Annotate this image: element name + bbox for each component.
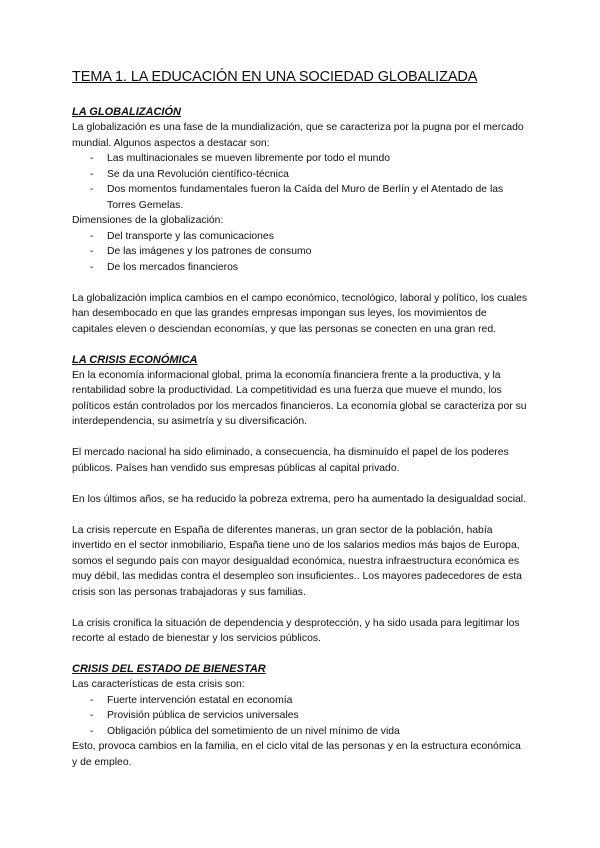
list-item: - De los mercados financieros xyxy=(72,260,528,276)
paragraph: La crisis repercute en España de diferentes maneras, un gran sector de la población, había invertido en el sector inmobiliario, España tiene uno de los salarios medios más bajos de Europa, somos el segundo país con mayor desigualdad económica, nuestra infraestructura económica es muy débil, las medidas contra el desempleo son insuficientes.. Los mayores padecedores de esta crisis son las personas trabajadoras y sus familias. xyxy=(72,524,522,598)
aspects-list xyxy=(72,151,528,213)
paragraph: Esto, provoca cambios en la familia, en el ciclo vital de las personas y en la estructura económica y de empleo. xyxy=(72,741,521,768)
section-heading-bienestar: CRISIS DEL ESTADO DE BIENESTAR xyxy=(72,663,266,675)
list-item: - Fuerte intervención estatal en economía xyxy=(72,693,528,709)
list-item: - Dos momentos fundamentales fueron la Caída del Muro de Berlín y el Atentado de las Torres Gemelas. xyxy=(72,182,528,213)
list-item: - Obligación pública del sometimiento de un nivel mínimo de vida xyxy=(72,724,528,740)
list-item: - De las imágenes y los patrones de consumo xyxy=(72,244,528,260)
paragraph: La globalización implica cambios en el campo económico, tecnológico, laboral y político, los cuales han desembocado en que las grandes empresas impongan sus leyes, los movimientos de capitales eleven o desciendan economías, y que las personas se conecten en una gran red. xyxy=(72,292,528,335)
paragraph: El mercado nacional ha sido eliminado, a consecuencia, ha disminuído el papel de los poderes públicos. Países han vendido sus empresas públicas al capital privado. xyxy=(72,447,509,474)
dimensions-list xyxy=(72,229,528,276)
section-heading-globalizacion: LA GLOBALIZACIÓN xyxy=(72,106,181,118)
page-title: TEMA 1. LA EDUCACIÓN EN UNA SOCIEDAD GLOBALIZADA xyxy=(72,69,478,85)
list-item: - Las multinacionales se mueven libremente por todo el mundo xyxy=(72,151,528,167)
section-heading-crisis: LA CRISIS ECONÓMICA xyxy=(72,353,198,366)
list-item: - Se da una Revolución científico-técnica xyxy=(72,167,528,183)
paragraph: En los últimos años, se ha reducido la pobreza extrema, pero ha aumentado la desigualdad social. xyxy=(72,493,527,505)
dimensions-label: Dimensiones de la globalización: xyxy=(72,215,224,226)
paragraph: La globalización es una fase de la mundialización, que se caracteriza por la pugna por el mercado mundial. Algunos aspectos a destacar son: xyxy=(72,122,524,149)
paragraph: La crisis cronifica la situación de dependencia y desprotección, y ha sido usada para legitimar los recorte al estado de bienestar y los servicios públicos. xyxy=(72,617,520,644)
paragraph: En la economía informacional global, prima la economía financiera frente a la productiva, y la rentabilidad sobre la productividad. La competitividad es una fuerza que mueve el mundo, los políticos están controlados por los mercados financieros. La economía global se caracteriza por su interdependencia, su asimetría y su diversificación. xyxy=(72,369,527,427)
list-item: - Provisión pública de servicios universales xyxy=(72,708,528,724)
document-body xyxy=(72,67,528,770)
paragraph: Las características de esta crisis son: xyxy=(72,679,245,690)
list-item: - Del transporte y las comunicaciones xyxy=(72,229,528,245)
characteristics-list xyxy=(72,693,528,740)
